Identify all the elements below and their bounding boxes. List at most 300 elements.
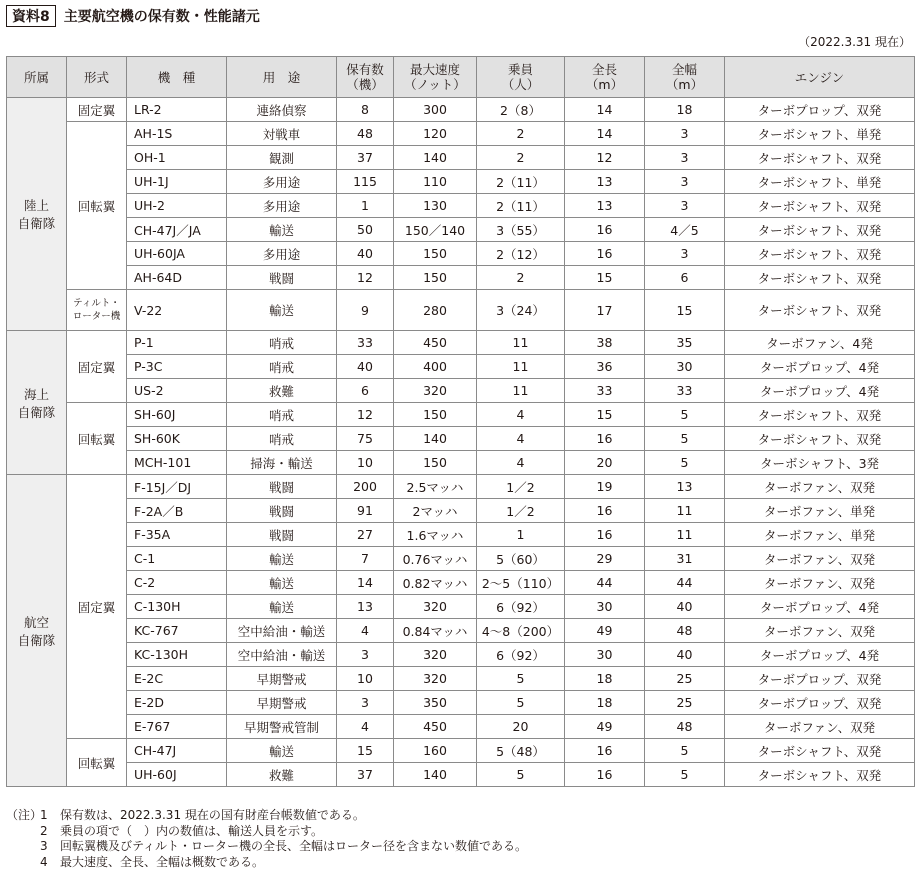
cell-qty: 33 [337, 331, 394, 355]
cell-use: 多用途 [227, 170, 337, 194]
header-width-label: 全幅 [671, 62, 697, 77]
cell-model: SH-60K [127, 427, 227, 451]
cell-width: 44 [645, 571, 725, 595]
cell-width: 5 [645, 739, 725, 763]
cell-use: 掃海・輸送 [227, 451, 337, 475]
cell-engine: ターボファン、双発 [725, 571, 915, 595]
cell-crew: 3（24） [477, 290, 565, 331]
table-row [7, 667, 915, 691]
type-tiltrotor-line1: ティルト・ [73, 298, 120, 309]
document-title: 主要航空機の保有数・性能諸元 [63, 9, 260, 25]
cell-qty: 91 [337, 499, 394, 523]
cell-use: 連絡偵察 [227, 98, 337, 122]
cell-length: 33 [565, 379, 645, 403]
cell-qty: 8 [337, 98, 394, 122]
cell-qty: 10 [337, 451, 394, 475]
cell-speed: 0.76マッハ [394, 547, 477, 571]
group-gsdf-line2: 自衛隊 [17, 216, 56, 231]
cell-length: 16 [565, 739, 645, 763]
type-rotary-wing: 回転翼 [67, 122, 127, 290]
table-row [7, 379, 915, 403]
header-length-unit: （m） [585, 77, 624, 92]
cell-speed: 320 [394, 595, 477, 619]
table-row [7, 619, 915, 643]
cell-crew: 2 [477, 122, 565, 146]
cell-speed: 320 [394, 667, 477, 691]
cell-model: LR-2 [127, 98, 227, 122]
note-text: 回転翼機及びティルト・ローター機の全長、全幅はローター径を含まない数値である。 [60, 839, 528, 853]
cell-speed: 150 [394, 403, 477, 427]
cell-speed: 150 [394, 451, 477, 475]
table-row [7, 290, 915, 331]
cell-length: 13 [565, 194, 645, 218]
cell-width: 4／5 [645, 218, 725, 242]
cell-use: 観測 [227, 146, 337, 170]
cell-model: F-2A／B [127, 499, 227, 523]
cell-use: 早期警戒 [227, 667, 337, 691]
cell-use: 哨戒 [227, 427, 337, 451]
cell-width: 35 [645, 331, 725, 355]
table-row [7, 763, 915, 787]
cell-crew: 3（55） [477, 218, 565, 242]
cell-qty: 27 [337, 523, 394, 547]
cell-qty: 40 [337, 355, 394, 379]
table-row [7, 643, 915, 667]
table-row [7, 523, 915, 547]
cell-length: 16 [565, 499, 645, 523]
cell-speed: 350 [394, 691, 477, 715]
group-asdf-line2: 自衛隊 [17, 632, 56, 648]
cell-qty: 12 [337, 266, 394, 290]
cell-engine: ターボシャフト、双発 [725, 242, 915, 266]
cell-model: C-1 [127, 547, 227, 571]
cell-crew: 1 [477, 523, 565, 547]
header-crew-label: 乗員 [507, 62, 533, 77]
cell-model: CH-47J／JA [127, 218, 227, 242]
note-number: 1 [40, 808, 48, 822]
cell-crew: 5 [477, 763, 565, 787]
cell-use: 哨戒 [227, 355, 337, 379]
cell-width: 30 [645, 355, 725, 379]
cell-engine: ターボファン、双発 [725, 547, 915, 571]
cell-engine: ターボシャフト、双発 [725, 194, 915, 218]
header-affiliation: 所属 [7, 57, 67, 98]
cell-qty: 200 [337, 475, 394, 499]
table-row [7, 595, 915, 619]
table-row [7, 98, 915, 122]
cell-use: 戦闘 [227, 475, 337, 499]
group-msdf [7, 331, 67, 475]
note-number: 2 [40, 823, 48, 838]
cell-speed: 2マッハ [394, 499, 477, 523]
cell-length: 44 [565, 571, 645, 595]
cell-use: 空中給油・輸送 [227, 643, 337, 667]
cell-qty: 6 [337, 379, 394, 403]
cell-engine: ターボファン、双発 [725, 619, 915, 643]
type-tiltrotor [67, 290, 127, 331]
cell-model: MCH-101 [127, 451, 227, 475]
cell-qty: 1 [337, 194, 394, 218]
cell-width: 3 [645, 242, 725, 266]
note-text: 最大速度、全長、全幅は概数である。 [60, 854, 265, 869]
cell-model: OH-1 [127, 146, 227, 170]
cell-qty: 50 [337, 218, 394, 242]
cell-speed: 280 [394, 290, 477, 331]
cell-use: 空中給油・輸送 [227, 619, 337, 643]
type-fixed-wing: 固定翼 [67, 331, 127, 403]
cell-qty: 14 [337, 571, 394, 595]
table-row [7, 403, 915, 427]
cell-speed: 150 [394, 242, 477, 266]
cell-engine: ターボプロップ、双発 [725, 667, 915, 691]
cell-engine: ターボシャフト、単発 [725, 122, 915, 146]
cell-speed: 0.82マッハ [394, 571, 477, 595]
cell-use: 早期警戒管制 [227, 715, 337, 739]
cell-speed: 2.5マッハ [394, 475, 477, 499]
cell-length: 12 [565, 146, 645, 170]
header-qty-label: 保有数 [346, 62, 384, 77]
cell-engine: ターボシャフト、双発 [725, 403, 915, 427]
cell-qty: 48 [337, 122, 394, 146]
cell-speed: 140 [394, 763, 477, 787]
cell-use: 多用途 [227, 242, 337, 266]
cell-speed: 160 [394, 739, 477, 763]
cell-speed: 450 [394, 331, 477, 355]
cell-length: 16 [565, 242, 645, 266]
cell-speed: 400 [394, 355, 477, 379]
header-speed-label: 最大速度 [409, 62, 460, 77]
cell-qty: 40 [337, 242, 394, 266]
cell-width: 48 [645, 715, 725, 739]
table-row [7, 475, 915, 499]
cell-length: 15 [565, 403, 645, 427]
cell-speed: 320 [394, 379, 477, 403]
cell-crew: 2（11） [477, 170, 565, 194]
cell-width: 40 [645, 643, 725, 667]
cell-use: 戦闘 [227, 499, 337, 523]
cell-engine: ターボシャフト、双発 [725, 763, 915, 787]
cell-length: 18 [565, 667, 645, 691]
cell-length: 16 [565, 427, 645, 451]
cell-engine: ターボシャフト、双発 [725, 266, 915, 290]
cell-width: 6 [645, 266, 725, 290]
cell-use: 哨戒 [227, 331, 337, 355]
cell-use: 多用途 [227, 194, 337, 218]
as-of-date: （2022.3.31 現在） [798, 35, 911, 49]
cell-qty: 37 [337, 763, 394, 787]
table-row [7, 571, 915, 595]
cell-speed: 300 [394, 98, 477, 122]
cell-model: AH-64D [127, 266, 227, 290]
cell-length: 16 [565, 763, 645, 787]
cell-crew: 2（12） [477, 242, 565, 266]
cell-qty: 12 [337, 403, 394, 427]
notes [6, 808, 527, 870]
table-row [7, 715, 915, 739]
table-row [7, 499, 915, 523]
cell-use: 輸送 [227, 571, 337, 595]
cell-crew: 1／2 [477, 475, 565, 499]
header-width [645, 57, 725, 98]
cell-model: F-15J／DJ [127, 475, 227, 499]
cell-engine: ターボファン、4発 [725, 331, 915, 355]
cell-model: E-767 [127, 715, 227, 739]
cell-crew: 2～5（110） [477, 571, 565, 595]
note-item [6, 855, 527, 871]
group-msdf-line1: 海上 [23, 386, 49, 402]
cell-crew: 5（60） [477, 547, 565, 571]
cell-length: 38 [565, 331, 645, 355]
header-engine: エンジン [725, 57, 915, 98]
document-label: 資料8 [6, 5, 56, 27]
cell-qty: 7 [337, 547, 394, 571]
table-row [7, 427, 915, 451]
table-row [7, 547, 915, 571]
cell-engine: ターボプロップ、双発 [725, 691, 915, 715]
table-row [7, 170, 915, 194]
cell-model: E-2D [127, 691, 227, 715]
cell-crew: 5 [477, 667, 565, 691]
cell-length: 14 [565, 98, 645, 122]
cell-length: 13 [565, 170, 645, 194]
cell-speed: 120 [394, 122, 477, 146]
table-row [7, 451, 915, 475]
table-row [7, 355, 915, 379]
cell-model: F-35A [127, 523, 227, 547]
cell-model: CH-47J [127, 739, 227, 763]
table-row [7, 242, 915, 266]
cell-qty: 15 [337, 739, 394, 763]
cell-width: 40 [645, 595, 725, 619]
aircraft-table [6, 56, 915, 787]
cell-width: 3 [645, 122, 725, 146]
cell-length: 18 [565, 691, 645, 715]
note-number: 3 [40, 839, 48, 853]
cell-model: UH-60J [127, 763, 227, 787]
header-type: 形式 [67, 57, 127, 98]
cell-width: 3 [645, 146, 725, 170]
cell-model: UH-1J [127, 170, 227, 194]
table-body [7, 98, 915, 787]
cell-width: 13 [645, 475, 725, 499]
cell-length: 15 [565, 266, 645, 290]
cell-engine: ターボプロップ、4発 [725, 355, 915, 379]
cell-model: UH-2 [127, 194, 227, 218]
notes-prefix: （注） [6, 808, 43, 822]
cell-engine: ターボシャフト、双発 [725, 427, 915, 451]
cell-crew: 5 [477, 691, 565, 715]
type-fixed-wing: 固定翼 [67, 475, 127, 739]
header-length-label: 全長 [591, 62, 617, 77]
cell-use: 戦闘 [227, 523, 337, 547]
group-msdf-line2: 自衛隊 [17, 404, 56, 420]
cell-width: 11 [645, 523, 725, 547]
cell-use: 輸送 [227, 739, 337, 763]
type-tiltrotor-line2: ローター機 [72, 311, 121, 322]
header-use: 用 途 [227, 57, 337, 98]
cell-qty: 13 [337, 595, 394, 619]
cell-speed: 140 [394, 146, 477, 170]
header-qty-unit: （機） [346, 77, 384, 92]
table-header-row [7, 57, 915, 98]
cell-use: 対戦車 [227, 122, 337, 146]
cell-width: 25 [645, 691, 725, 715]
cell-model: KC-130H [127, 643, 227, 667]
cell-length: 16 [565, 218, 645, 242]
cell-length: 14 [565, 122, 645, 146]
note-item [6, 839, 527, 855]
cell-engine: ターボプロップ、4発 [725, 379, 915, 403]
cell-qty: 4 [337, 619, 394, 643]
cell-use: 輸送 [227, 547, 337, 571]
cell-use: 戦闘 [227, 266, 337, 290]
cell-qty: 37 [337, 146, 394, 170]
cell-model: P-3C [127, 355, 227, 379]
cell-length: 30 [565, 643, 645, 667]
cell-use: 輸送 [227, 290, 337, 331]
cell-width: 48 [645, 619, 725, 643]
cell-qty: 3 [337, 643, 394, 667]
table-row [7, 122, 915, 146]
note-number: 4 [40, 854, 48, 869]
cell-crew: 2（11） [477, 194, 565, 218]
cell-qty: 3 [337, 691, 394, 715]
header-speed-unit: （ノット） [404, 77, 466, 92]
cell-crew: 1／2 [477, 499, 565, 523]
cell-length: 30 [565, 595, 645, 619]
cell-width: 5 [645, 763, 725, 787]
cell-width: 3 [645, 194, 725, 218]
cell-crew: 6（92） [477, 595, 565, 619]
cell-width: 5 [645, 427, 725, 451]
cell-qty: 9 [337, 290, 394, 331]
table-row [7, 194, 915, 218]
cell-engine: ターボシャフト、双発 [725, 739, 915, 763]
cell-speed: 1.6マッハ [394, 523, 477, 547]
cell-model: SH-60J [127, 403, 227, 427]
table-row [7, 691, 915, 715]
group-gsdf [7, 98, 67, 331]
cell-crew: 5（48） [477, 739, 565, 763]
cell-crew: 2（8） [477, 98, 565, 122]
cell-speed: 0.84マッハ [394, 619, 477, 643]
cell-crew: 11 [477, 331, 565, 355]
cell-crew: 2 [477, 146, 565, 170]
header-width-unit: （m） [665, 77, 704, 92]
cell-length: 16 [565, 523, 645, 547]
cell-model: P-1 [127, 331, 227, 355]
cell-qty: 4 [337, 715, 394, 739]
cell-use: 早期警戒 [227, 691, 337, 715]
table-row [7, 218, 915, 242]
group-asdf [7, 475, 67, 787]
table-row [7, 331, 915, 355]
table-row [7, 266, 915, 290]
cell-engine: ターボシャフト、双発 [725, 290, 915, 331]
table-row [7, 739, 915, 763]
cell-engine: ターボシャフト、双発 [725, 218, 915, 242]
note-text: 保有数は、2022.3.31 現在の国有財産台帳数値である。 [60, 808, 365, 822]
cell-speed: 110 [394, 170, 477, 194]
group-gsdf-line1: 陸上 [23, 198, 49, 213]
cell-use: 輸送 [227, 218, 337, 242]
cell-qty: 10 [337, 667, 394, 691]
document-header [6, 4, 260, 28]
type-fixed-wing: 固定翼 [67, 98, 127, 122]
cell-qty: 75 [337, 427, 394, 451]
cell-use: 救難 [227, 763, 337, 787]
cell-crew: 4 [477, 451, 565, 475]
cell-engine: ターボプロップ、4発 [725, 643, 915, 667]
cell-width: 5 [645, 451, 725, 475]
cell-use: 輸送 [227, 595, 337, 619]
cell-use: 救難 [227, 379, 337, 403]
cell-width: 11 [645, 499, 725, 523]
cell-speed: 150 [394, 266, 477, 290]
cell-width: 18 [645, 98, 725, 122]
group-asdf-line1: 航空 [23, 614, 49, 630]
cell-speed: 140 [394, 427, 477, 451]
cell-length: 17 [565, 290, 645, 331]
cell-crew: 11 [477, 355, 565, 379]
cell-model: KC-767 [127, 619, 227, 643]
cell-speed: 450 [394, 715, 477, 739]
table-row [7, 146, 915, 170]
note-text: 乗員の項で（ ）内の数値は、輸送人員を示す。 [60, 823, 324, 838]
cell-engine: ターボファン、双発 [725, 475, 915, 499]
cell-crew: 4 [477, 403, 565, 427]
cell-use: 哨戒 [227, 403, 337, 427]
cell-length: 19 [565, 475, 645, 499]
cell-model: AH-1S [127, 122, 227, 146]
cell-engine: ターボファン、単発 [725, 523, 915, 547]
cell-width: 3 [645, 170, 725, 194]
cell-crew: 6（92） [477, 643, 565, 667]
cell-length: 49 [565, 715, 645, 739]
cell-speed: 150／140 [394, 218, 477, 242]
cell-length: 29 [565, 547, 645, 571]
type-rotary-wing: 回転翼 [67, 403, 127, 475]
cell-width: 33 [645, 379, 725, 403]
cell-crew: 2 [477, 266, 565, 290]
cell-model: UH-60JA [127, 242, 227, 266]
cell-width: 15 [645, 290, 725, 331]
cell-model: C-2 [127, 571, 227, 595]
header-qty [337, 57, 394, 98]
cell-width: 5 [645, 403, 725, 427]
cell-engine: ターボシャフト、単発 [725, 170, 915, 194]
header-crew [477, 57, 565, 98]
cell-engine: ターボプロップ、4発 [725, 595, 915, 619]
cell-crew: 20 [477, 715, 565, 739]
cell-width: 25 [645, 667, 725, 691]
cell-engine: ターボシャフト、双発 [725, 146, 915, 170]
header-crew-unit: （人） [501, 77, 540, 92]
type-rotary-wing: 回転翼 [67, 739, 127, 787]
cell-width: 31 [645, 547, 725, 571]
header-length [565, 57, 645, 98]
note-item [6, 808, 527, 824]
cell-crew: 4～8（200） [477, 619, 565, 643]
cell-model: V-22 [127, 290, 227, 331]
note-item [6, 824, 527, 840]
cell-length: 49 [565, 619, 645, 643]
cell-crew: 11 [477, 379, 565, 403]
cell-engine: ターボプロップ、双発 [725, 98, 915, 122]
cell-speed: 320 [394, 643, 477, 667]
cell-engine: ターボファン、双発 [725, 715, 915, 739]
cell-crew: 4 [477, 427, 565, 451]
